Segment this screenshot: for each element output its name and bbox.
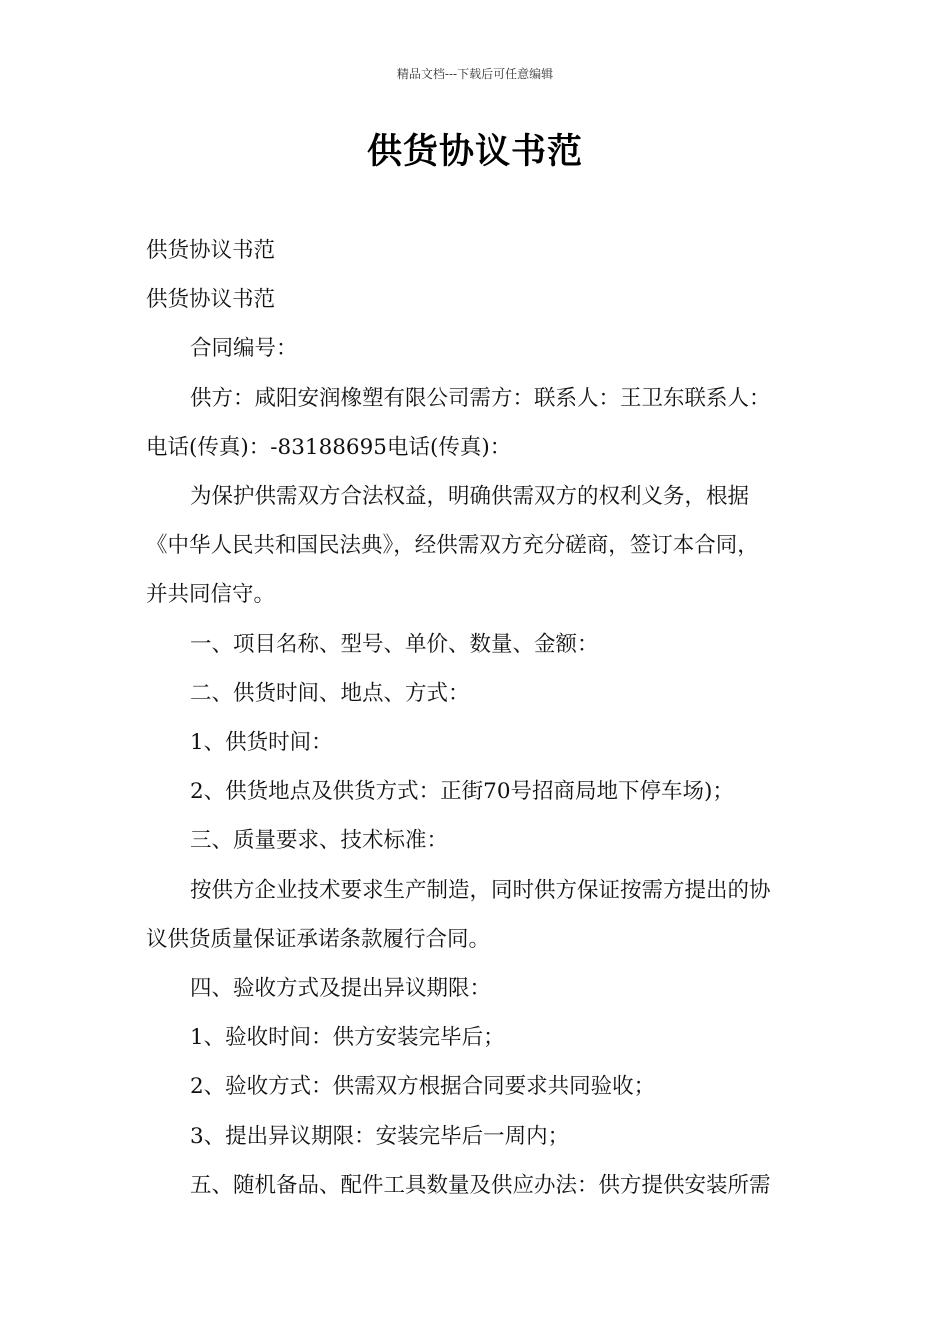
contract-number-line: 合同编号： bbox=[190, 336, 298, 362]
header-watermark: 精品文档---下载后可任意编辑 bbox=[396, 67, 554, 81]
section-heading: 二、供货时间、地点、方式： bbox=[190, 680, 470, 706]
parties-line: 供方：咸阳安润橡塑有限公司需方：联系人：王卫东联系人： bbox=[190, 385, 771, 411]
clause-line: 2、验收方式：供需双方根据合同要求共同验收； bbox=[190, 1074, 656, 1100]
phone-line: 电话(传真)：-83188695电话(传真)： bbox=[146, 434, 512, 460]
document-title: 供货协议书范 bbox=[366, 132, 583, 172]
body-line: 供货协议书范 bbox=[146, 287, 276, 313]
document-body bbox=[146, 226, 816, 1210]
clause-line: 1、供货时间： bbox=[190, 730, 333, 756]
preamble-line: 《中华人民共和国民法典》，经供需双方充分磋商，签订本合同， bbox=[146, 533, 759, 559]
clause-line: 1、验收时间：供方安装完毕后； bbox=[190, 1025, 505, 1051]
section-heading: 四、验收方式及提出异议期限： bbox=[190, 976, 492, 1002]
clause-line: 议供货质量保证承诺条款履行合同。 bbox=[146, 926, 491, 952]
section-heading: 一、项目名称、型号、单价、数量、金额： bbox=[190, 631, 599, 657]
clause-line: 按供方企业技术要求生产制造，同时供方保证按需方提出的协 bbox=[190, 877, 771, 903]
preamble-line: 并共同信守。 bbox=[146, 582, 276, 608]
section-heading: 五、随机备品、配件工具数量及供应办法：供方提供安装所需 bbox=[190, 1172, 771, 1198]
preamble-line: 为保护供需双方合法权益，明确供需双方的权利义务，根据 bbox=[190, 484, 750, 510]
clause-line: 2、供货地点及供货方式：正街70号招商局地下停车场)； bbox=[190, 779, 734, 805]
section-heading: 三、质量要求、技术标准： bbox=[190, 828, 449, 854]
clause-line: 3、提出异议期限：安装完毕后一周内； bbox=[190, 1123, 570, 1149]
body-line: 供货协议书范 bbox=[146, 238, 276, 263]
